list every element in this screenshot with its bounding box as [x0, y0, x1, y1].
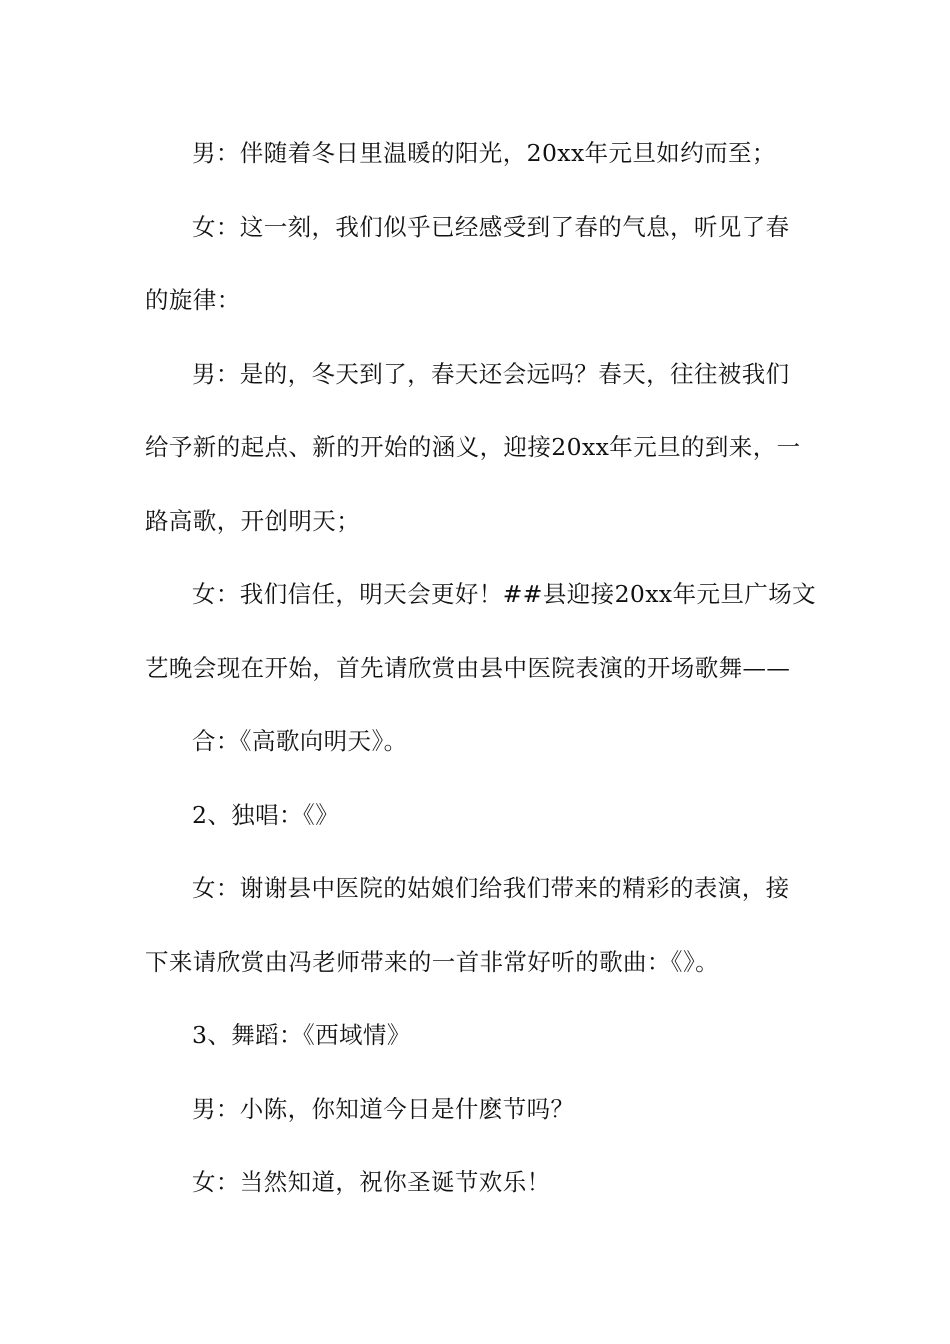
text-line: 合：《高歌向明天》。 — [192, 727, 408, 755]
text-line: 女：当然知道，祝你圣诞节欢乐！ — [192, 1168, 551, 1196]
text-line: 女：谢谢县中医院的姑娘们给我们带来的精彩的表演，接 — [192, 874, 790, 902]
text-line: 路高歌，开创明天； — [145, 506, 361, 535]
text-line: 男：伴随着冬日里温暖的阳光，20xx年元旦如约而至； — [192, 139, 776, 167]
text-line: 艺晚会现在开始，首先请欣赏由县中医院表演的开场歌舞—— — [145, 653, 791, 682]
text-line: 男：是的，冬天到了，春天还会远吗？春天，往往被我们 — [192, 359, 790, 388]
text-line: 3、舞蹈：《西域情》 — [192, 1021, 411, 1049]
text-line: 2、独唱：《》 — [192, 800, 340, 829]
text-line: 女：这一刻，我们似乎已经感受到了春的气息，听见了春 — [192, 212, 790, 241]
text-line: 女：我们信任，明天会更好！##县迎接20xx年元旦广场文 — [192, 580, 816, 608]
text-line: 下来请欣赏由冯老师带来的一首非常好听的歌曲：《》。 — [145, 947, 719, 976]
text-line: 男：小陈，你知道今日是什麽节吗？ — [192, 1094, 575, 1123]
text-line: 给予新的起点、新的开始的涵义，迎接20xx年元旦的到来，一 — [145, 433, 801, 461]
text-line: 的旋律： — [145, 286, 241, 314]
document-body — [145, 125, 816, 1228]
